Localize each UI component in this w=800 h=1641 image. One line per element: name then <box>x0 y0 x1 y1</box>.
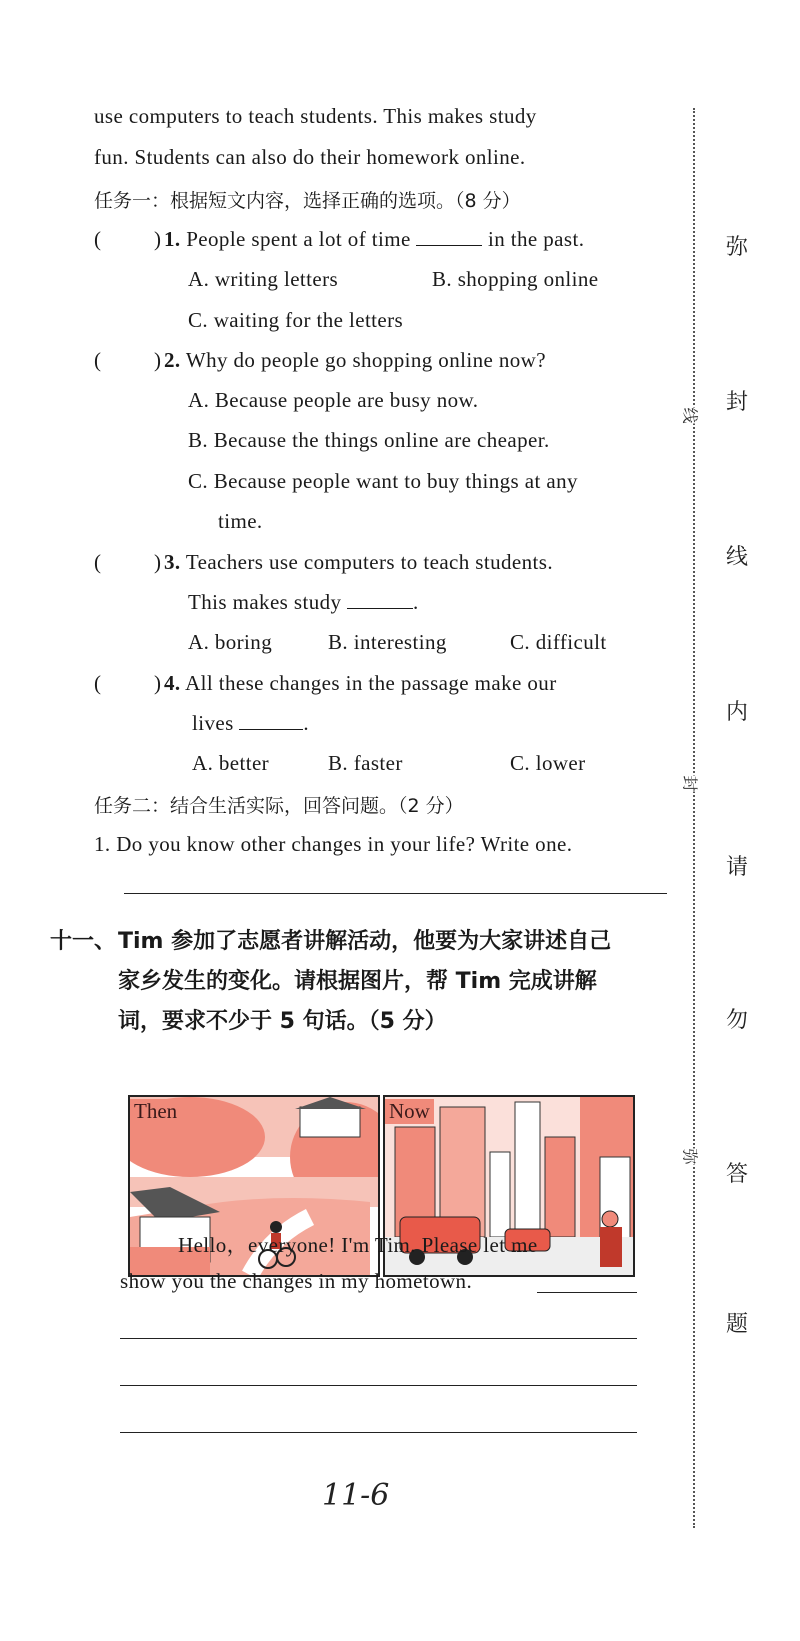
q4-paren-open: ( <box>94 671 102 695</box>
q2-paren-open: ( <box>94 348 102 372</box>
q3-stem-line2: This makes study <box>188 590 342 614</box>
q2-option-b: B. Because the things online are cheaper. <box>188 428 550 452</box>
q2-number: 2. <box>164 348 181 372</box>
q1-stem-b: in the past. <box>487 227 585 251</box>
section11-line-2: 家乡发生的变化。请根据图片，帮 Tim 完成讲解 <box>118 969 597 994</box>
writing-line-1[interactable] <box>120 1338 637 1339</box>
question-2 <box>164 348 546 373</box>
q1-stem-a: People spent a lot of time <box>186 227 411 251</box>
side-char-3: 线 <box>726 545 749 570</box>
task2-header: 任务二：结合生活实际，回答问题。（2 分） <box>94 795 464 817</box>
q4-number: 4. <box>164 671 181 695</box>
side-char-5: 请 <box>726 855 749 880</box>
q1-paren-close: ) <box>154 227 162 251</box>
q2-option-c-line2: time. <box>218 509 263 533</box>
side-char-7: 答 <box>726 1162 749 1187</box>
writing-line-0[interactable] <box>537 1292 637 1293</box>
q4-blank[interactable] <box>239 711 303 730</box>
passage-line-2: fun. Students can also do their homework online. <box>94 145 526 169</box>
q2-option-c-line1: C. Because people want to buy things at any <box>188 469 578 493</box>
q3-stem-line2-wrap: This makes study . <box>188 590 419 614</box>
q4-paren-close: ) <box>154 671 162 695</box>
section11-line-3: 词，要求不少于 5 句话。（5 分） <box>118 1009 447 1034</box>
side-char-1: 弥 <box>726 235 749 260</box>
question-4 <box>164 671 557 696</box>
then-label: Then <box>130 1099 181 1124</box>
q4-option-a: A. better <box>192 751 270 775</box>
writing-text-line-1: Hello，everyone! I'm Tim. Please let me <box>178 1233 538 1257</box>
writing-line-2[interactable] <box>120 1385 637 1386</box>
section11-number: 十一、 <box>50 929 117 954</box>
q4-option-b: B. faster <box>328 751 403 775</box>
dotted-label-3: 弥 <box>678 1148 705 1164</box>
task2-answer-line[interactable] <box>124 893 667 894</box>
task2-question-1: 1. Do you know other changes in your life? Write one. <box>94 832 573 856</box>
q4-option-c: C. lower <box>510 751 586 775</box>
writing-text-line-2: show you the changes in my hometown. <box>120 1269 473 1293</box>
q4-stem-line2-wrap: lives . <box>192 711 309 735</box>
q1-blank[interactable] <box>416 227 482 246</box>
q1-paren-open: ( <box>94 227 102 251</box>
side-char-2: 封 <box>726 390 749 415</box>
q3-option-a: A. boring <box>188 630 273 654</box>
section11-line-1: Tim 参加了志愿者讲解活动，他要为大家讲述自己 <box>118 929 612 954</box>
q2-paren-close: ) <box>154 348 162 372</box>
q1-number: 1. <box>164 227 181 251</box>
q4-stem-line1: All these changes in the passage make our <box>185 671 557 695</box>
q3-paren-open: ( <box>94 550 102 574</box>
q1-option-c: C. waiting for the letters <box>188 308 404 332</box>
side-char-4: 内 <box>726 700 749 725</box>
now-label: Now <box>385 1099 434 1124</box>
dotted-label-1: 线 <box>678 407 705 423</box>
passage-line-1: use computers to teach students. This makes study <box>94 104 537 128</box>
side-char-8: 题 <box>726 1312 749 1337</box>
dotted-label-2: 封 <box>678 775 705 791</box>
q3-number: 3. <box>164 550 181 574</box>
seal-dotted-line <box>693 108 695 1528</box>
question-3 <box>164 550 553 575</box>
q1-option-b: B. shopping online <box>432 267 599 291</box>
q2-option-a: A. Because people are busy now. <box>188 388 479 412</box>
q3-stem-line1: Teachers use computers to teach students. <box>185 550 553 574</box>
q3-option-c: C. difficult <box>510 630 607 654</box>
page-note: 11-6 <box>322 1478 390 1513</box>
q3-paren-close: ) <box>154 550 162 574</box>
q2-stem: Why do people go shopping online now? <box>185 348 546 372</box>
side-char-6: 勿 <box>726 1008 749 1033</box>
q3-option-b: B. interesting <box>328 630 447 654</box>
q1-option-a: A. writing letters <box>188 267 339 291</box>
q4-stem-line2: lives <box>192 711 234 735</box>
q3-blank[interactable] <box>347 590 413 609</box>
task1-header: 任务一：根据短文内容，选择正确的选项。（8 分） <box>94 190 521 212</box>
question-1 <box>164 227 584 252</box>
writing-line-3[interactable] <box>120 1432 637 1433</box>
